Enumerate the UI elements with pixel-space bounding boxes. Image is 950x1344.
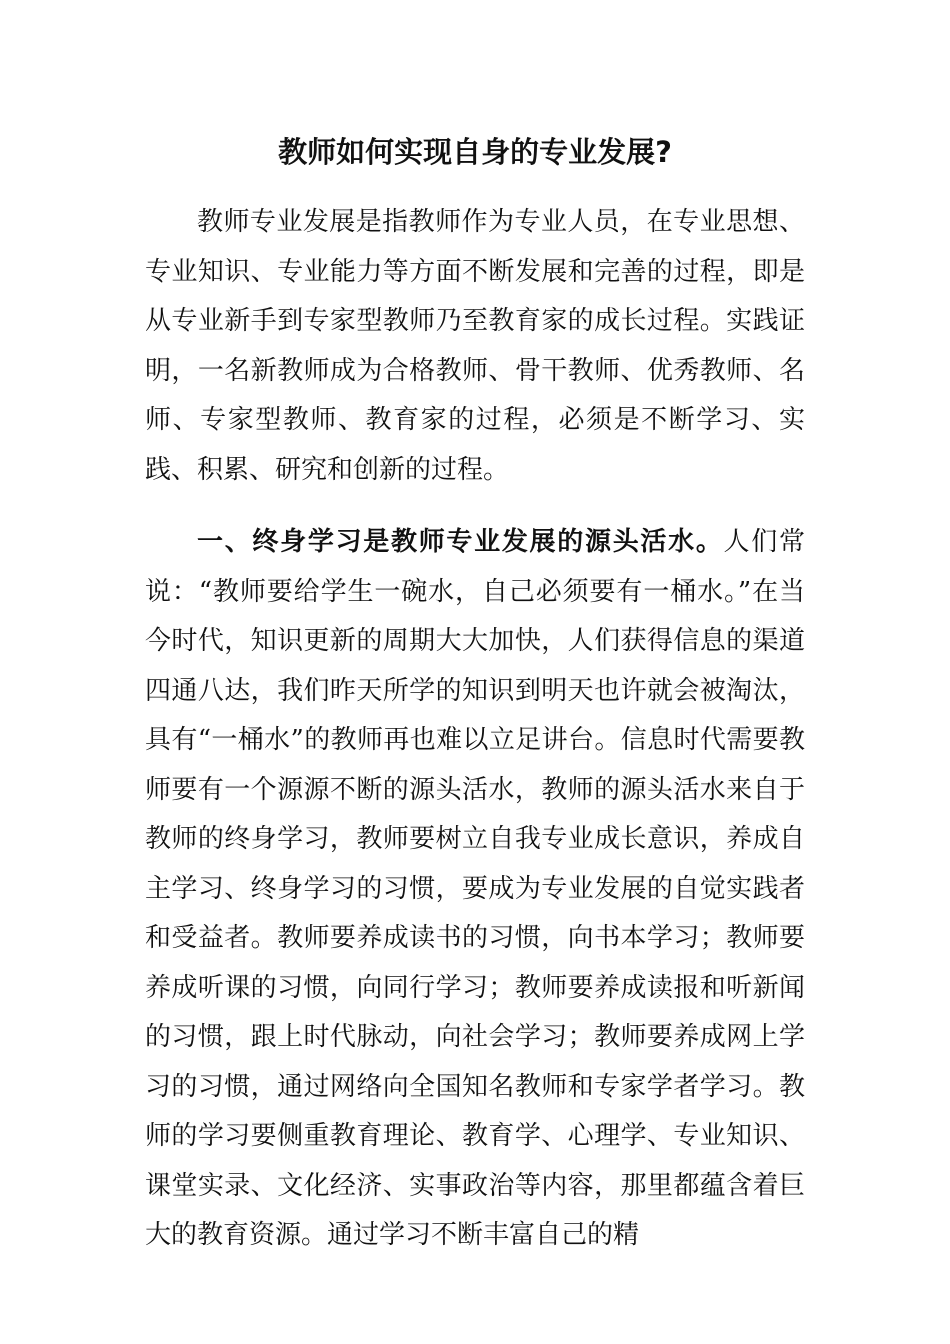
- intro-paragraph: [145, 198, 805, 495]
- section-one-text: 人们常说：“教师要给学生一碗水，自己必须要有一桶水。”在当今时代，知识更新的周期大大加快，人们获得信息的渠道四通八达，我们昨天所学的知识到明天也许就会被淘汰，具有“一桶水”的教师再也难以立足讲台。信息时代需要教师要有一个源源不断的源头活水，教师的源头活水来自于教师的终身学习，教师要树立自我专业成长意识，养成自主学习、终身学习的习惯，要成为专业发展的自觉实践者和受益者。教师要养成读书的习惯，向书本学习；教师要养成听课的习惯，向同行学习；教师要养成读报和听新闻的习惯，跟上时代脉动，向社会学习；教师要养成网上学习的习惯，通过网络向全国知名教师和专家学者学习。教师的学习要侧重教育理论、教育学、心理学、专业知识、课堂实录、文化经济、实事政治等内容，那里都蕴含着巨大的教育资源。通过学习不断丰富自己的精: [145, 527, 805, 1250]
- section-one-paragraph: [145, 518, 805, 1261]
- section-one-heading: 一、终身学习是教师专业发展的源头活水。: [197, 527, 724, 557]
- document-title: 教师如何实现自身的专业发展?: [278, 135, 672, 169]
- intro-paragraph-text: 教师专业发展是指教师作为专业人员，在专业思想、专业知识、专业能力等方面不断发展和完善的过程，即是从专业新手到专家型教师乃至教育家的成长过程。实践证明，一名新教师成为合格教师、骨干教师、优秀教师、名师、专家型教师、教育家的过程，必须是不断学习、实践、积累、研究和创新的过程。: [145, 207, 805, 485]
